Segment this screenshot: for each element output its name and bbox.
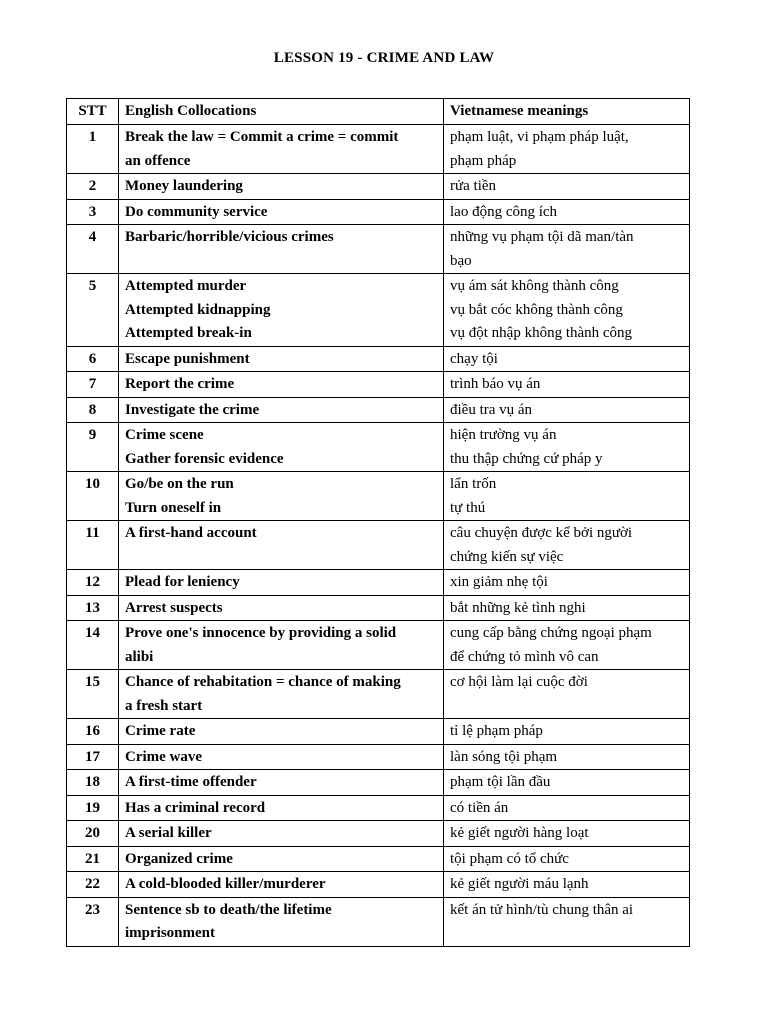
english-collocation-line: Plead for leniency: [125, 574, 240, 590]
english-collocation-line: Escape punishment: [125, 350, 250, 367]
vietnamese-meaning-line: tội phạm có tổ chức: [450, 850, 569, 867]
english-collocation-cell: [119, 770, 444, 796]
english-collocation-line: Chance of rehabitation = chance of making: [125, 674, 401, 690]
english-collocation-line: Gather forensic evidence: [125, 450, 284, 467]
header-stt: STT: [67, 99, 119, 125]
table-row: [67, 670, 690, 719]
row-number: 14: [67, 621, 119, 670]
english-collocation-line: A cold-blooded killer/murderer: [125, 876, 326, 892]
vietnamese-meaning-cell: [444, 570, 690, 596]
table-row: [67, 846, 690, 872]
english-collocation-cell: [119, 897, 444, 946]
vietnamese-meaning-cell: [444, 372, 690, 398]
vietnamese-meaning-line: kẻ giết người máu lạnh: [450, 876, 589, 892]
vietnamese-meaning-cell: [444, 719, 690, 745]
english-collocation-line: a fresh start: [125, 697, 203, 714]
english-collocation-cell: [119, 125, 444, 174]
vietnamese-meaning-cell: [444, 846, 690, 872]
vietnamese-meaning-line: lẩn trốn: [450, 476, 497, 492]
vietnamese-meaning-line: bắt những kẻ tình nghi: [450, 599, 586, 616]
english-collocation-line: Do community service: [125, 203, 268, 220]
row-number: 23: [67, 897, 119, 946]
english-collocation-line: Attempted break-in: [125, 325, 252, 341]
vietnamese-meaning-line: thu thập chứng cứ pháp y: [450, 450, 603, 467]
english-collocation-cell: [119, 719, 444, 745]
header-english: English Collocations: [119, 99, 444, 125]
row-number: 13: [67, 595, 119, 621]
table-row: [67, 199, 690, 225]
english-collocation-cell: [119, 199, 444, 225]
vietnamese-meaning-line: tỉ lệ phạm pháp: [450, 723, 543, 739]
english-collocation-line: Has a criminal record: [125, 799, 266, 816]
vietnamese-meaning-line: xin giảm nhẹ tội: [450, 574, 548, 590]
vietnamese-meaning-line: điều tra vụ án: [450, 401, 533, 418]
english-collocation-cell: [119, 821, 444, 847]
vietnamese-meaning-line: chạy tội: [450, 350, 498, 367]
vietnamese-meaning-line: có tiền án: [450, 799, 509, 816]
row-number: 19: [67, 795, 119, 821]
vietnamese-meaning-cell: [444, 472, 690, 521]
english-collocation-line: Go/be on the run: [125, 476, 234, 492]
vietnamese-meaning-line: bạo: [450, 252, 472, 269]
row-number: 2: [67, 174, 119, 200]
english-collocation-line: A serial killer: [125, 825, 212, 841]
english-collocation-line: imprisonment: [125, 925, 215, 941]
english-collocation-line: Crime rate: [125, 723, 196, 739]
table-row: [67, 621, 690, 670]
vietnamese-meaning-cell: [444, 199, 690, 225]
vietnamese-meaning-line: những vụ phạm tội dã man/tàn: [450, 229, 634, 245]
vietnamese-meaning-line: chứng kiến sự việc: [450, 548, 564, 565]
table-row: [67, 595, 690, 621]
table-row: [67, 397, 690, 423]
english-collocation-line: Organized crime: [125, 850, 233, 867]
english-collocation-line: Sentence sb to death/the lifetime: [125, 901, 332, 918]
table-row: [67, 225, 690, 274]
vietnamese-meaning-cell: [444, 346, 690, 372]
table-row: [67, 719, 690, 745]
vietnamese-meaning-line: trình báo vụ án: [450, 376, 541, 392]
english-collocation-line: Barbaric/horrible/vicious crimes: [125, 229, 334, 245]
vietnamese-meaning-cell: [444, 521, 690, 570]
row-number: 5: [67, 274, 119, 347]
row-number: 7: [67, 372, 119, 398]
row-number: 17: [67, 744, 119, 770]
table-row: [67, 770, 690, 796]
english-collocation-cell: [119, 521, 444, 570]
english-collocation-cell: [119, 846, 444, 872]
english-collocation-line: Attempted murder: [125, 278, 247, 294]
vietnamese-meaning-line: tự thú: [450, 499, 486, 516]
table-row: [67, 125, 690, 174]
row-number: 6: [67, 346, 119, 372]
table-row: [67, 174, 690, 200]
vietnamese-meaning-cell: [444, 744, 690, 770]
vietnamese-meaning-line: rửa tiền: [450, 178, 497, 194]
english-collocation-line: Prove one's innocence by providing a solid: [125, 625, 397, 641]
vietnamese-meaning-line: vụ bắt cóc không thành công: [450, 301, 623, 318]
table-row: [67, 472, 690, 521]
english-collocation-line: Arrest suspects: [125, 599, 223, 616]
vietnamese-meaning-cell: [444, 897, 690, 946]
row-number: 21: [67, 846, 119, 872]
table-header-row: [67, 99, 690, 125]
table-row: [67, 423, 690, 472]
english-collocation-cell: [119, 472, 444, 521]
english-collocation-line: Crime wave: [125, 748, 203, 765]
table-row: [67, 897, 690, 946]
vietnamese-meaning-line: cung cấp bằng chứng ngoại phạm: [450, 625, 652, 641]
english-collocation-line: A first-hand account: [125, 525, 257, 541]
header-vietnamese: Vietnamese meanings: [444, 99, 690, 125]
vietnamese-meaning-cell: [444, 174, 690, 200]
vietnamese-meaning-cell: [444, 821, 690, 847]
english-collocation-cell: [119, 744, 444, 770]
table-row: [67, 795, 690, 821]
vietnamese-meaning-cell: [444, 125, 690, 174]
row-number: 22: [67, 872, 119, 898]
english-collocation-line: Crime scene: [125, 427, 204, 443]
vietnamese-meaning-cell: [444, 670, 690, 719]
vietnamese-meaning-cell: [444, 595, 690, 621]
english-collocation-cell: [119, 174, 444, 200]
row-number: 9: [67, 423, 119, 472]
vietnamese-meaning-line: câu chuyện được kể bởi người: [450, 525, 633, 541]
row-number: 11: [67, 521, 119, 570]
vietnamese-meaning-line: vụ ám sát không thành công: [450, 278, 619, 294]
vietnamese-meaning-cell: [444, 872, 690, 898]
vietnamese-meaning-line: để chứng tỏ mình vô can: [450, 648, 599, 665]
table-row: [67, 346, 690, 372]
row-number: 12: [67, 570, 119, 596]
row-number: 3: [67, 199, 119, 225]
english-collocation-cell: [119, 795, 444, 821]
english-collocation-cell: [119, 621, 444, 670]
row-number: 16: [67, 719, 119, 745]
table-row: [67, 372, 690, 398]
vietnamese-meaning-line: phạm pháp: [450, 152, 517, 169]
row-number: 18: [67, 770, 119, 796]
vietnamese-meaning-cell: [444, 770, 690, 796]
english-collocation-line: Investigate the crime: [125, 401, 260, 418]
english-collocation-cell: [119, 872, 444, 898]
english-collocation-cell: [119, 397, 444, 423]
vietnamese-meaning-cell: [444, 225, 690, 274]
english-collocation-line: A first-time offender: [125, 774, 257, 790]
vietnamese-meaning-line: cơ hội làm lại cuộc đời: [450, 674, 588, 690]
vietnamese-meaning-cell: [444, 795, 690, 821]
vietnamese-meaning-line: kết án tử hình/tù chung thân ai: [450, 901, 634, 918]
table-row: [67, 274, 690, 347]
vietnamese-meaning-line: phạm tội lần đầu: [450, 774, 551, 790]
vietnamese-meaning-cell: [444, 423, 690, 472]
vietnamese-meaning-cell: [444, 397, 690, 423]
vietnamese-meaning-line: hiện trường vụ án: [450, 427, 557, 443]
row-number: 20: [67, 821, 119, 847]
english-collocation-cell: [119, 346, 444, 372]
table-row: [67, 821, 690, 847]
table-row: [67, 872, 690, 898]
english-collocation-cell: [119, 670, 444, 719]
vietnamese-meaning-cell: [444, 621, 690, 670]
row-number: 4: [67, 225, 119, 274]
vietnamese-meaning-line: làn sóng tội phạm: [450, 748, 558, 765]
table-row: [67, 570, 690, 596]
english-collocation-line: Break the law = Commit a crime = commit: [125, 129, 399, 145]
vietnamese-meaning-line: phạm luật, vi phạm pháp luật,: [450, 129, 629, 145]
english-collocation-line: an offence: [125, 152, 191, 169]
row-number: 15: [67, 670, 119, 719]
vietnamese-meaning-line: lao động công ích: [450, 203, 558, 220]
english-collocation-cell: [119, 274, 444, 347]
row-number: 8: [67, 397, 119, 423]
vietnamese-meaning-line: vụ đột nhập không thành công: [450, 325, 633, 341]
collocation-table: [66, 98, 690, 947]
english-collocation-cell: [119, 595, 444, 621]
row-number: 1: [67, 125, 119, 174]
table-row: [67, 744, 690, 770]
english-collocation-cell: [119, 570, 444, 596]
english-collocation-cell: [119, 423, 444, 472]
english-collocation-line: Report the crime: [125, 376, 235, 392]
table-body: [67, 125, 690, 947]
table-row: [67, 521, 690, 570]
english-collocation-cell: [119, 372, 444, 398]
vietnamese-meaning-cell: [444, 274, 690, 347]
english-collocation-line: alibi: [125, 648, 154, 665]
page-title: LESSON 19 - CRIME AND LAW: [273, 50, 495, 66]
row-number: 10: [67, 472, 119, 521]
vietnamese-meaning-line: kẻ giết người hàng loạt: [450, 825, 589, 841]
english-collocation-line: Money laundering: [125, 178, 243, 194]
english-collocation-cell: [119, 225, 444, 274]
english-collocation-line: Turn oneself in: [125, 499, 222, 516]
english-collocation-line: Attempted kidnapping: [125, 301, 271, 318]
